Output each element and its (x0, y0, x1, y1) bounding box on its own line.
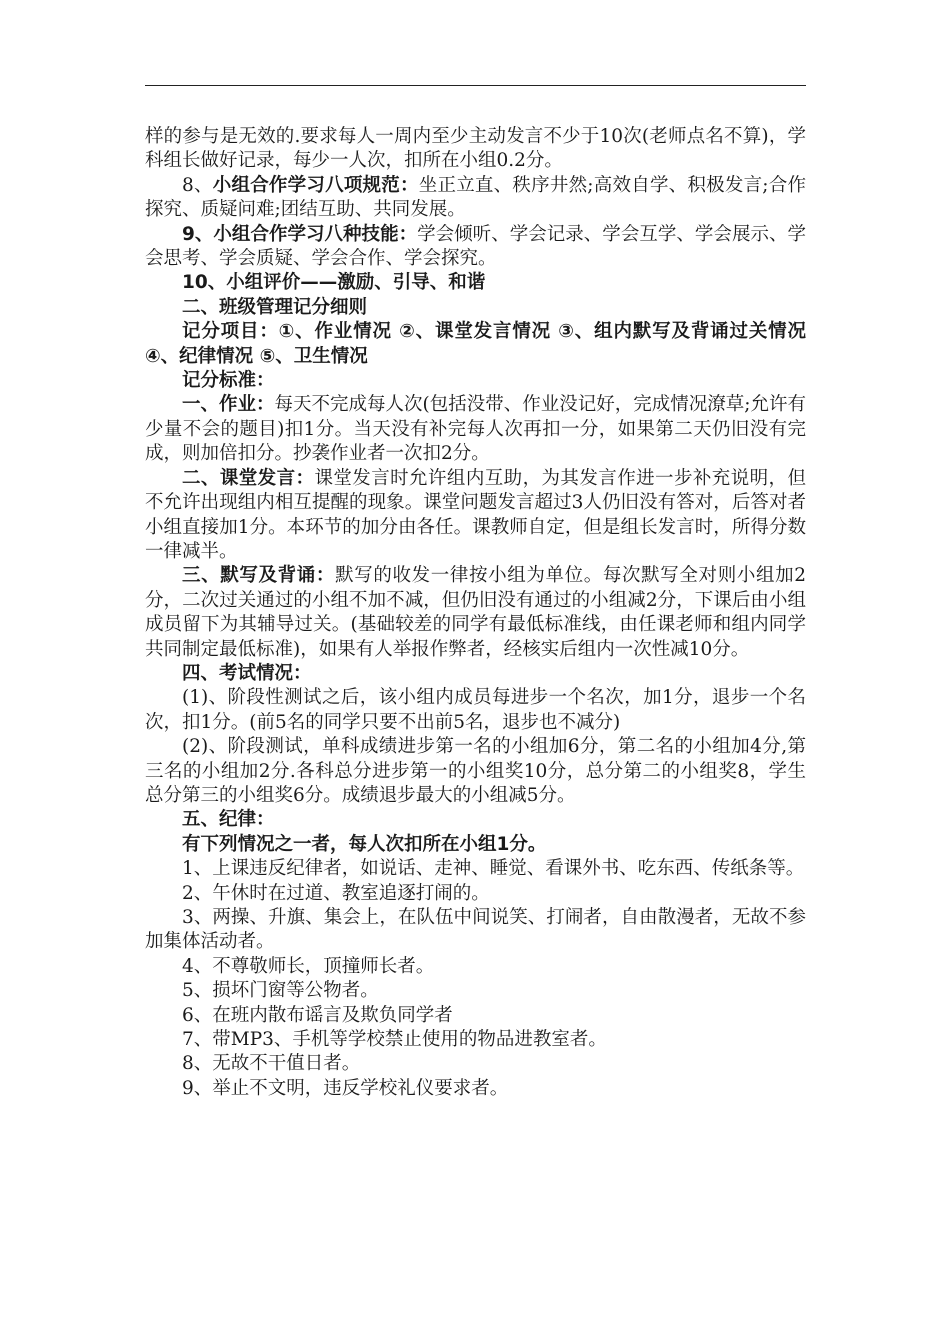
list-item: 8、无故不干值日者。 (182, 1053, 361, 1075)
speaking-heading: 二、课堂发言： (182, 467, 315, 489)
list-item: 1、上课违反纪律者，如说话、走神、睡觉、看课外书、吃东西、传纸条等。 (182, 858, 805, 880)
list-item: 7、带MP3、手机等学校禁止使用的物品进教室者。 (182, 1029, 607, 1051)
document-body (145, 125, 806, 1101)
exam-heading: 四、考试情况： (182, 662, 312, 684)
paragraph-homework (145, 393, 806, 466)
list-item: 5、损坏门窗等公物者。 (182, 980, 379, 1002)
dictation-text: 默写的收发一律按小组为单位。每次默写全对则小组加2分，二次过关通过的小组不加不减，但仍旧没有通过的小组减2分，下课后由小组成员留下为其辅导过关。(基础较差的同学有最低标准线，由任课老师和组内同学共同制定最低标准)，如果有人举报作弊者，经核实后组内一次性减10分。 (145, 565, 806, 660)
homework-text: 每天不完成每人次(包括没带、作业没记好，完成情况潦草;允许有少量不会的题目)扣1分。当天没有补完每人次再扣一分，如果第二天仍旧没有完成，则加倍扣分。抄袭作业者一次扣2分。 (145, 394, 806, 465)
paragraph-exam-rule-2: (2)、阶段测试，单科成绩进步第一名的小组加6分，第二名的小组加4分,第三名的小组加2分.各科总分进步第一的小组奖10分，总分第二的小组奖8，学生总分第三的小组奖6分。成绩退步最大的小组减5分。 (145, 736, 806, 806)
discipline-heading: 五、纪律： (182, 809, 275, 831)
paragraph-discipline-heading (145, 808, 806, 832)
speaking-text: 课堂发言时允许组内互助，为其发言作进一步补充说明，但不允许出现组内相互提醒的现象。课堂问题发言超过3人仍旧没有答对，后答对者小组直接加1分。本环节的加分由各任。课教师自定，但是组长发言时，所得分数一律减半。 (145, 467, 806, 562)
list-item: 9、举止不文明，违反学校礼仪要求者。 (182, 1077, 509, 1099)
norms-text: 坐正立直、秩序井然;高效自学、积极发言;合作探究、质疑问难;团结互助、共同发展。 (145, 174, 806, 221)
norms-heading: 小组合作学习八项规范： (212, 174, 419, 196)
skills-heading: 9、小组合作学习八种技能： (182, 223, 418, 245)
paragraph-scoring-items (145, 320, 806, 369)
dictation-heading: 三、默写及背诵： (182, 565, 336, 587)
skills-text: 学会倾听、学会记录、学会互学、学会展示、学会思考、学会质疑、学会合作、学会探究。 (145, 223, 806, 270)
evaluation-heading: 10、小组评价——激励、引导、和谐 (182, 272, 486, 294)
paragraph-scoring-standard (145, 369, 806, 393)
paragraph-participation: 样的参与是无效的.要求每人一周内至少主动发言不少于10次(老师点名不算)，学科组长做好记录，每少一人次，扣所在小组0.2分。 (145, 126, 806, 172)
header-rule (145, 85, 806, 86)
discipline-rule: 有下列情况之一者，每人次扣所在小组1分。 (182, 833, 547, 855)
paragraph-group-evaluation (145, 271, 806, 295)
item-number: 8、 (182, 174, 213, 196)
section-heading-class-management (145, 296, 806, 320)
paragraph-dictation (145, 564, 806, 662)
list-item: 6、在班内散布谣言及欺负同学者 (182, 1004, 453, 1026)
list-item: 2、午休时在过道、教室追逐打闹的。 (182, 882, 490, 904)
list-item: 3、两操、升旗、集会上，在队伍中间说笑、打闹者，自由散漫者，无故不参加集体活动者。 (145, 907, 806, 953)
list-item: 4、不尊敬师长，顶撞师长者。 (182, 955, 435, 977)
section-title: 二、班级管理记分细则 (182, 296, 368, 318)
homework-heading: 一、作业： (182, 394, 275, 416)
scoring-standard-heading: 记分标准： (182, 370, 275, 392)
paragraph-exam-rule-1: (1)、阶段性测试之后，该小组内成员每进步一个名次，加1分，退步一个名次，扣1分。(前5名的同学只要不出前5名，退步也不减分) (145, 687, 806, 733)
paragraph-eight-norms (145, 174, 806, 223)
paragraph-discipline-rule (145, 833, 806, 857)
paragraph-eight-skills (145, 223, 806, 272)
paragraph-class-speaking (145, 467, 806, 565)
paragraph-exam-heading (145, 662, 806, 686)
scoring-items: 记分项目：①、作业情况 ②、课堂发言情况 ③、组内默写及背诵过关情况 ④、纪律情况 ⑤、卫生情况 (145, 321, 806, 367)
